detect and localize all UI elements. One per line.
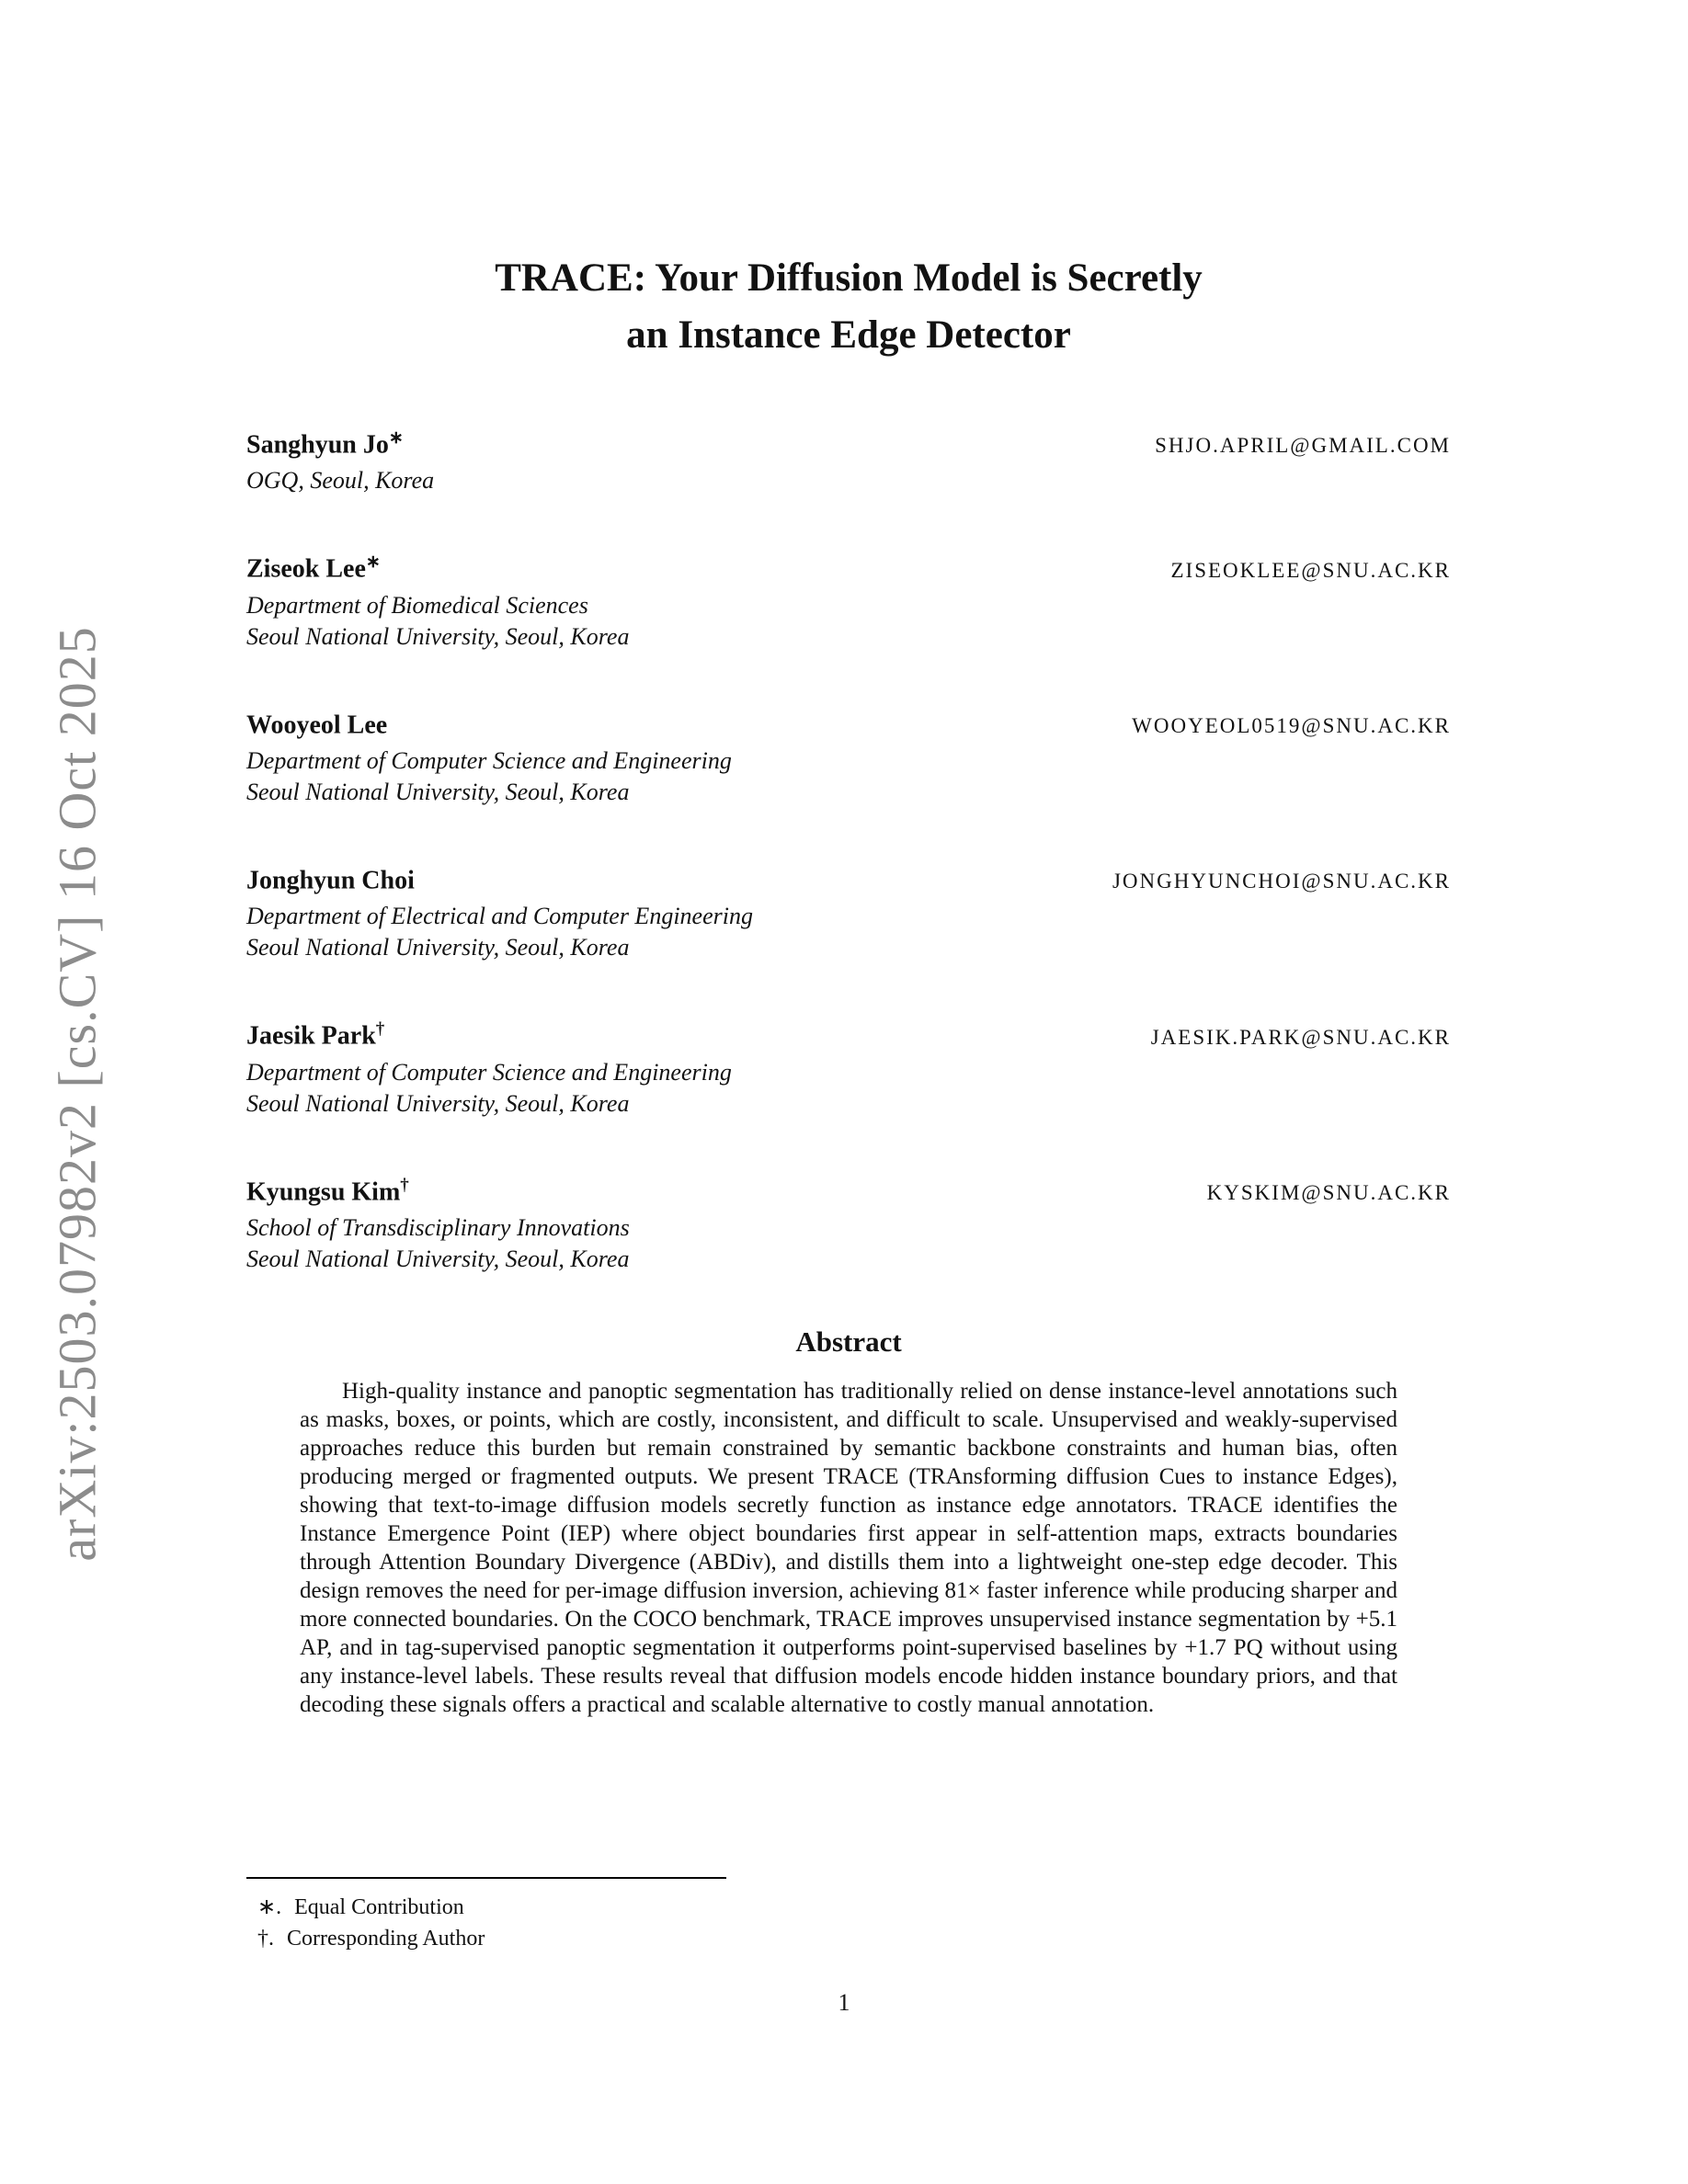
author-affiliation-line: Seoul National University, Seoul, Korea [246, 1245, 630, 1272]
author-name [246, 1014, 384, 1052]
author-name [246, 547, 381, 585]
author-header [246, 1170, 1451, 1208]
arxiv-watermark: arXiv:2503.07982v2 [cs.CV] 16 Oct 2025 [47, 626, 108, 1562]
author-email: ZISEOKLEE@SNU.AC.KR [1170, 558, 1451, 582]
author-email: JAESIK.PARK@SNU.AC.KR [1150, 1025, 1451, 1049]
author-affiliation-line: School of Transdisciplinary Innovations [246, 1213, 630, 1241]
paper-title-line-1: TRACE: Your Diffusion Model is Secretly [495, 256, 1203, 300]
author-affiliation-line: OGQ, Seoul, Korea [246, 467, 435, 495]
author-email: WOOYEOL0519@SNU.AC.KR [1132, 713, 1451, 737]
footnote-item [246, 1923, 726, 1954]
author-header [246, 703, 1451, 741]
author-block [246, 547, 1451, 652]
author-header [246, 547, 1451, 585]
author-affiliation-line: Seoul National University, Seoul, Korea [246, 778, 630, 805]
footnote-text: Equal Contribution [294, 1895, 464, 1919]
author-email: JONGHYUNCHOI@SNU.AC.KR [1112, 870, 1451, 893]
paper-title [246, 250, 1451, 364]
author-name [246, 859, 415, 896]
author-affiliation-line: Department of Biomedical Sciences [246, 591, 588, 619]
author-affiliation-line: Department of Computer Science and Engineering [246, 1058, 732, 1086]
author-marker: ∗ [365, 552, 381, 573]
author-name-text: Jaesik Park [246, 1021, 376, 1051]
footnotes [246, 1877, 726, 1954]
author-list [246, 423, 1451, 1275]
author-affiliation-line: Seoul National University, Seoul, Korea [246, 622, 630, 650]
footnote-item [246, 1892, 726, 1923]
author-affiliation-line: Seoul National University, Seoul, Korea [246, 1089, 630, 1117]
author-block [246, 1014, 1451, 1119]
author-name-text: Kyungsu Kim [246, 1177, 401, 1206]
author-name [246, 423, 404, 461]
author-name-text: Wooyeol Lee [246, 710, 388, 739]
author-marker: † [375, 1019, 385, 1040]
author-affiliation-line: Seoul National University, Seoul, Korea [246, 934, 630, 961]
author-name-text: Sanghyun Jo [246, 430, 389, 460]
author-name-text: Ziseok Lee [246, 554, 366, 584]
abstract-heading: Abstract [795, 1325, 902, 1358]
page-number: 1 [838, 1989, 850, 2016]
footnote-marker: ∗. [257, 1895, 282, 1919]
author-email: SHJO.APRIL@GMAIL.COM [1155, 434, 1451, 458]
author-affiliation-line: Department of Electrical and Computer Engineering [246, 903, 753, 930]
author-block [246, 1170, 1451, 1275]
paper-title-line-2: an Instance Edge Detector [626, 313, 1071, 357]
author-affiliation-line: Department of Computer Science and Engineering [246, 746, 732, 774]
author-name [246, 1170, 409, 1208]
author-marker: ∗ [388, 428, 404, 448]
author-marker: † [400, 1175, 409, 1195]
author-block [246, 859, 1451, 963]
author-name-text: Jonghyun Choi [246, 866, 415, 895]
abstract-text: High-quality instance and panoptic segmentation has traditionally relied on dense instance-level annotations such as masks, boxes, or points, which are costly, inconsistent, and difficult to scale. Unsupervised and weakly-supervised approaches reduce this burden but remain constrained by semantic backbone constraints and human bias, often producing merged or fragmented outputs. We present TRACE (TRAnsforming diffusion Cues to instance Edges), showing that text-to-image diffusion models secretly function as instance edge annotators. TRACE identifies the Instance Emergence Point (IEP) where object boundaries first appear in self-attention maps, extracts boundaries through Attention Boundary Divergence (ABDiv), and distills them into a lightweight one-step edge decoder. This design removes the need for per-image diffusion inversion, achieving 81× faster inference while producing sharper and more connected boundaries. On the COCO benchmark, TRACE improves unsupervised instance segmentation by +5.1 AP, and in tag-supervised panoptic segmentation it outperforms point-supervised baselines by +1.7 PQ without using any instance-level labels. These results reveal that diffusion models encode hidden instance boundary priors, and that decoding these signals offers a practical and scalable alternative to costly manual annotation. [300, 1378, 1397, 1717]
footnote-text: Corresponding Author [287, 1927, 485, 1951]
page-content [246, 0, 1451, 1719]
footnote-rule [246, 1877, 726, 1879]
author-block [246, 703, 1451, 808]
author-header [246, 859, 1451, 896]
author-header [246, 1014, 1451, 1052]
author-email: KYSKIM@SNU.AC.KR [1206, 1180, 1451, 1204]
footnote-marker: †. [257, 1927, 274, 1951]
author-header [246, 423, 1451, 461]
author-block [246, 423, 1451, 496]
author-name [246, 703, 387, 741]
